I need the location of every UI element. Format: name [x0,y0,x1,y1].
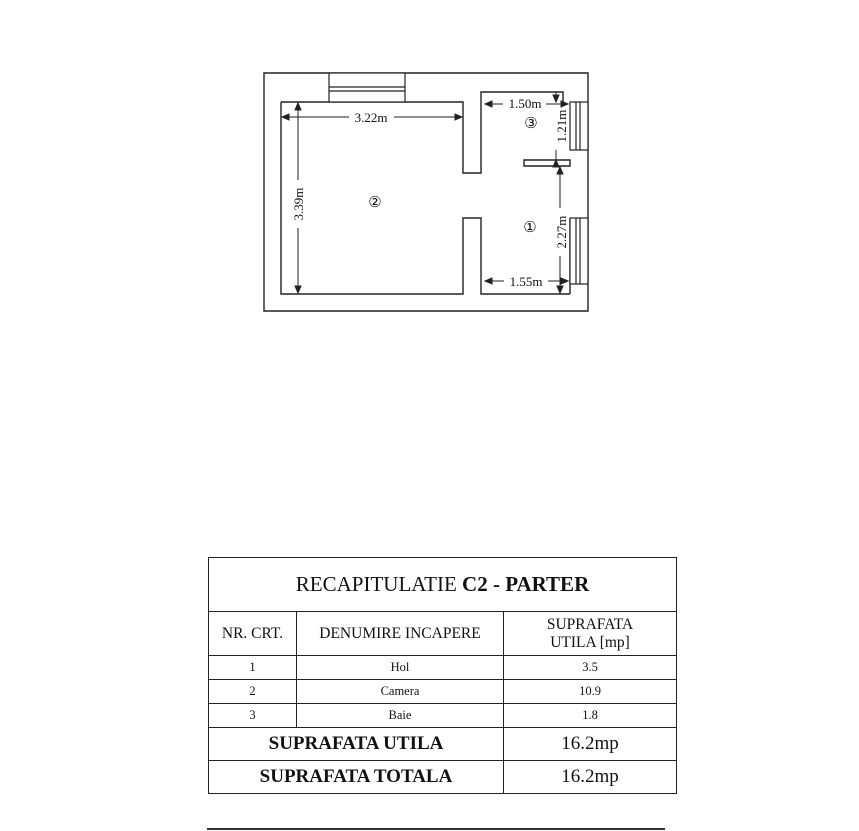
table-row [209,680,677,704]
divider-line [207,828,665,830]
total-totala-label: SUPRAFATA TOTALA [209,761,504,794]
recap-title-bold: C2 - PARTER [462,572,590,596]
row-name: Camera [297,680,504,704]
row-area: 10.9 [504,680,677,704]
partition-wall [524,160,570,166]
room-number-baie: ③ [524,116,538,132]
col-header-nr: NR. CRT. [209,612,297,656]
window-hol [570,218,588,284]
row-area: 3.5 [504,656,677,680]
col-header-name: DENUMIRE INCAPERE [297,612,504,656]
room-number-hol: ① [523,220,537,236]
windows [329,73,588,284]
total-totala-value: 16.2mp [504,761,677,794]
total-utila-value: 16.2mp [504,728,677,761]
total-utila-label: SUPRAFATA UTILA [209,728,504,761]
table-row [209,704,677,728]
row-nr: 3 [209,704,297,728]
recap-title-prefix: RECAPITULATIE [295,572,463,596]
total-totala-row [209,761,677,794]
row-name: Baie [297,704,504,728]
row-area: 1.8 [504,704,677,728]
dim-camera-height: 3.39m [291,187,306,221]
dim-baie-height: 1.21m [554,109,569,143]
row-name: Hol [297,656,504,680]
total-utila-row [209,728,677,761]
dim-hol-height: 2.27m [554,215,569,249]
window-baie [570,102,588,150]
table-row [209,656,677,680]
dim-camera-width: 3.22m [354,110,388,125]
room-number-camera: ② [368,195,382,211]
row-nr: 1 [209,656,297,680]
dim-hol-width: 1.55m [509,274,543,289]
col-header-area: SUPRAFATA UTILA [mp] [504,612,677,656]
recap-table [208,557,677,794]
dim-baie-width: 1.50m [508,96,542,111]
row-nr: 2 [209,680,297,704]
recap-title [209,558,677,612]
floor-plan [0,0,859,340]
